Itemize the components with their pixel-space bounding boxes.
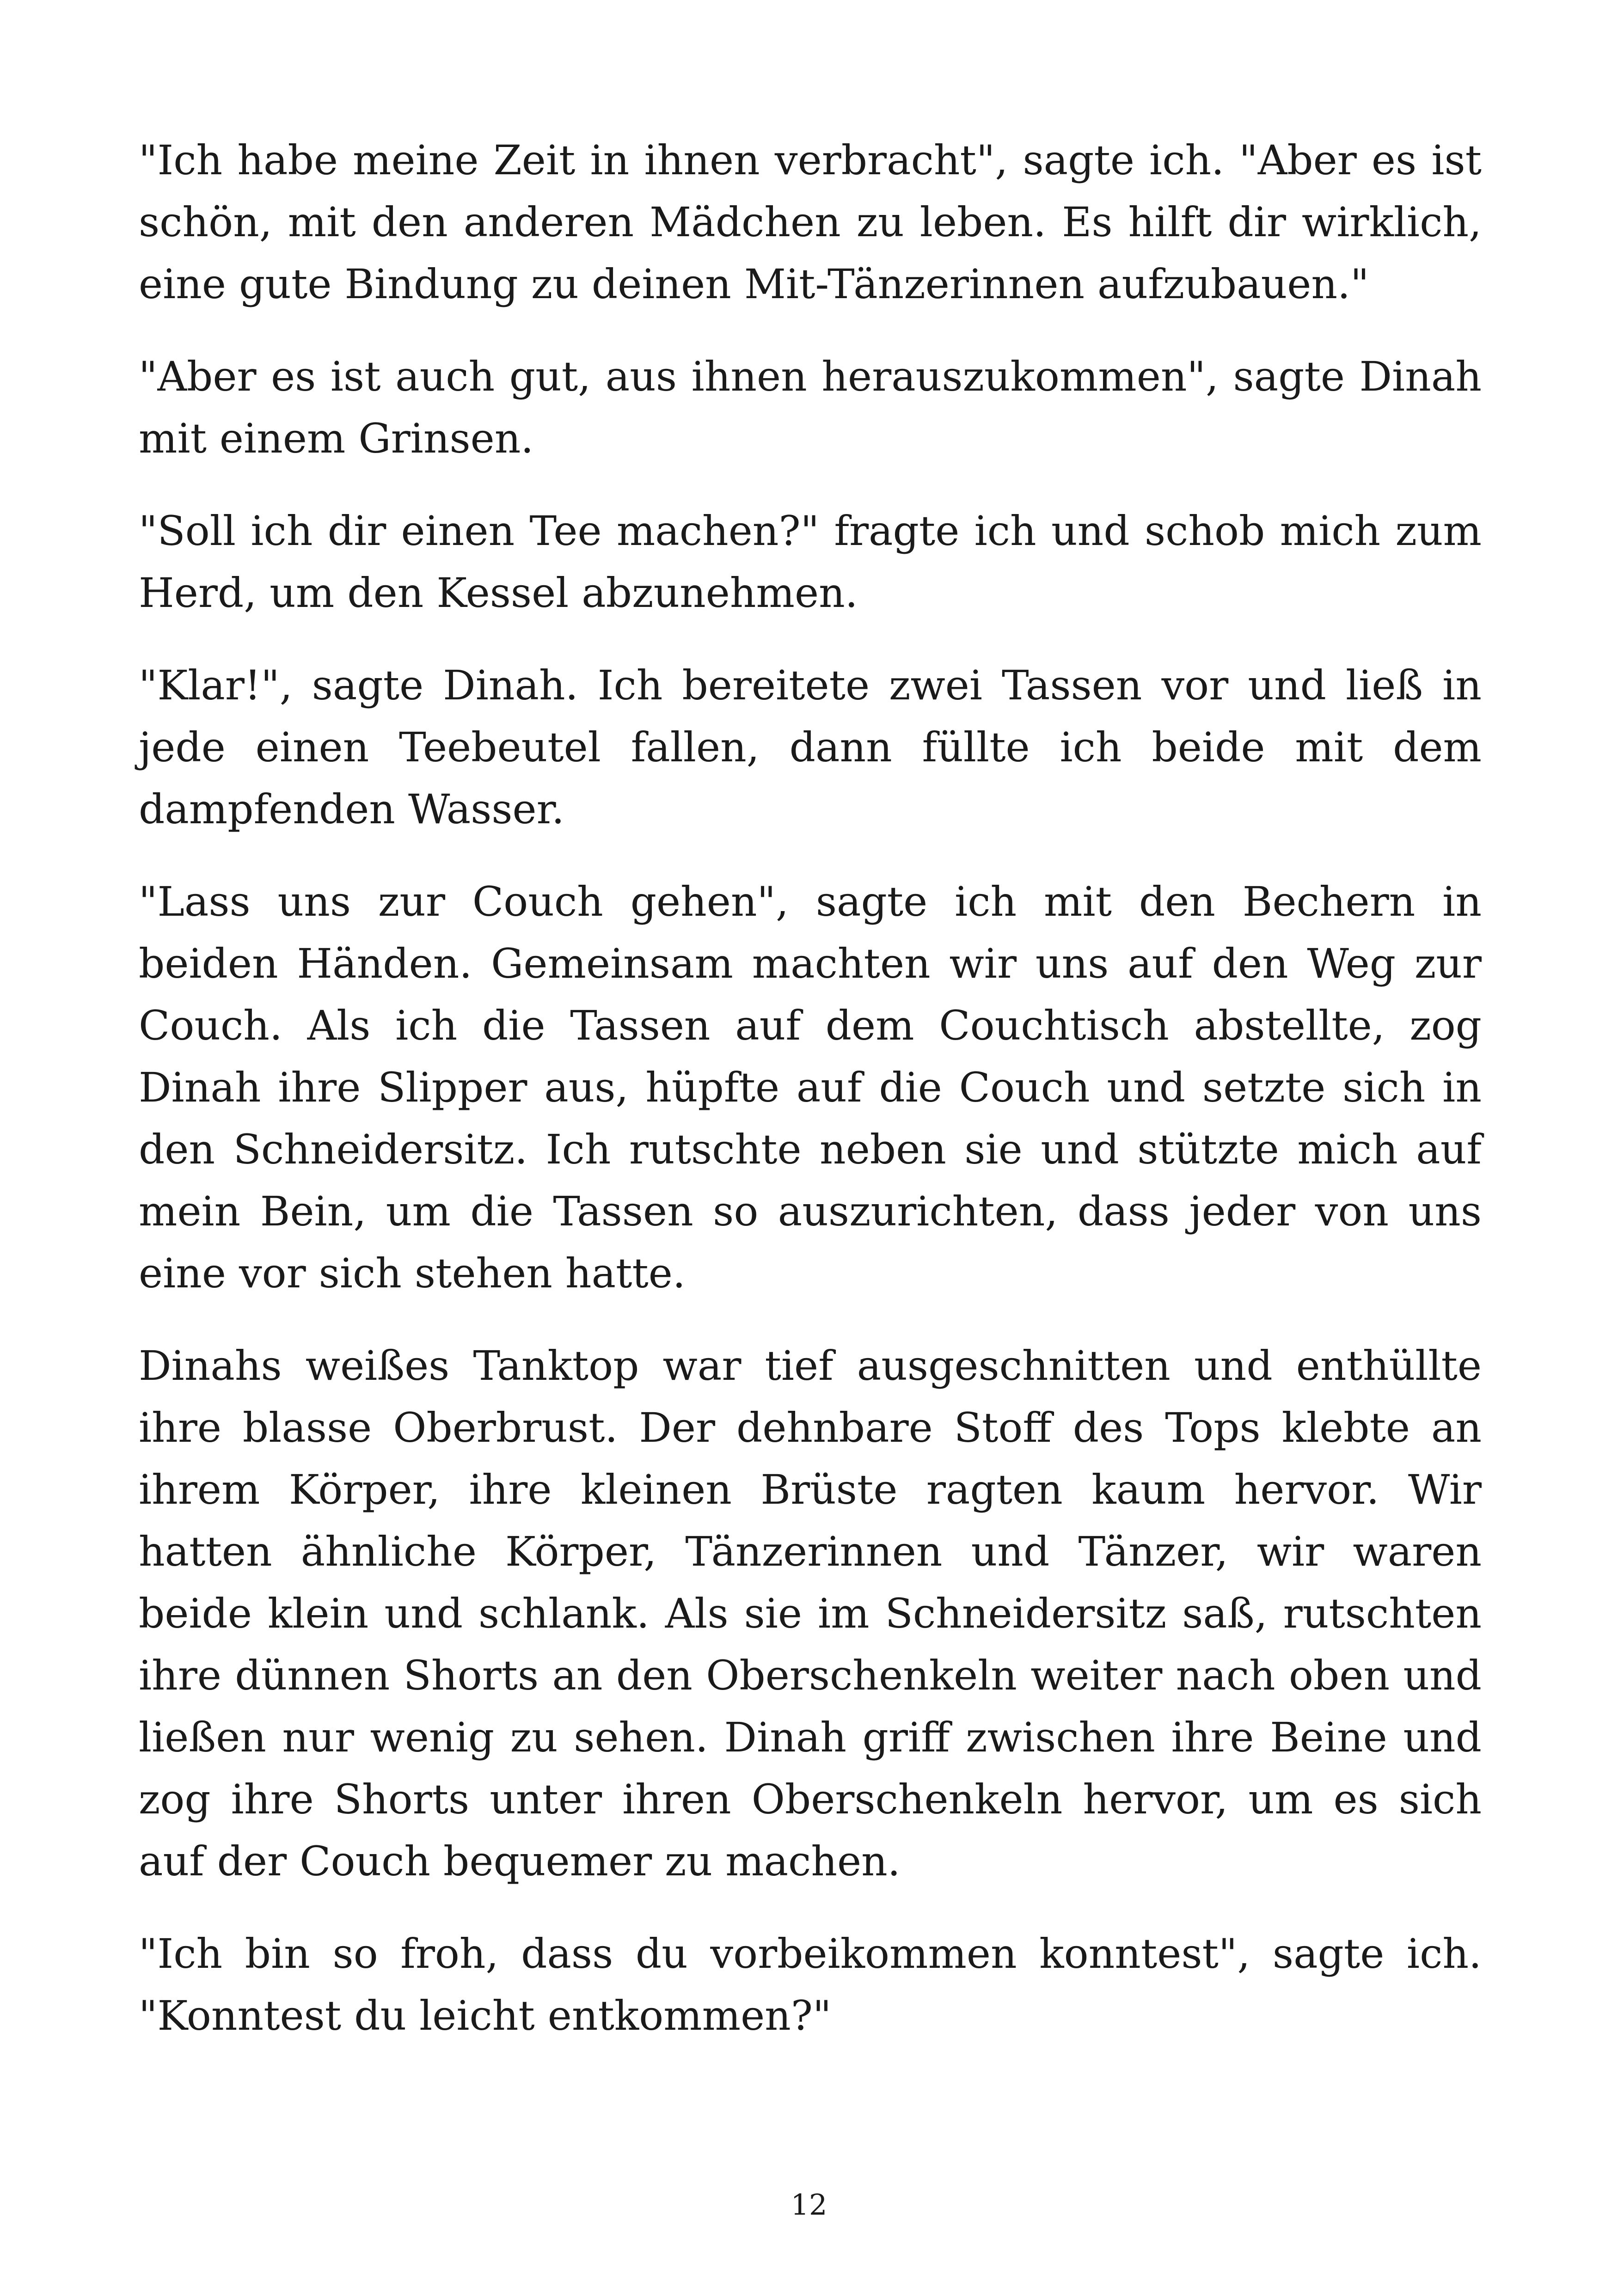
paragraph: "Ich habe meine Zeit in ihnen verbracht", sagte ich. "Aber es ist schön, mit den anderen Mädchen zu leben. Es hilft dir wirklich, eine gute Bindung zu deinen Mit-Tänzerinnen aufzubauen."	[139, 136, 1482, 308]
paragraph: "Ich bin so froh, dass du vorbeikommen konntest", sagte ich. "Konntest du leicht entkommen?"	[139, 1930, 1482, 2039]
paragraph: Dinahs weißes Tanktop war tief ausgeschnitten und enthüllte ihre blasse Oberbrust. Der dehnbare Stoff des Tops klebte an ihrem Körper, ihre kleinen Brüste ragten kaum hervor. Wir hatten ähnliche Körper, Tänzerinnen und Tänzer, wir waren beide klein und schlank. Als sie im Schneidersitz saß, rutschten ihre dünnen Shorts an den Oberschenkeln weiter nach oben und ließen nur wenig zu sehen. Dinah griff zwischen ihre Beine und zog ihre Shorts unter ihren Oberschenkeln hervor, um es sich auf der Couch bequemer zu machen.	[139, 1342, 1482, 1885]
paragraph: "Soll ich dir einen Tee machen?" fragte ich und schob mich zum Herd, um den Kessel abzunehmen.	[139, 507, 1482, 617]
page-number: 12	[791, 2188, 827, 2222]
paragraph: "Klar!", sagte Dinah. Ich bereitete zwei Tassen vor und ließ in jede einen Teebeutel fallen, dann füllte ich beide mit dem dampfenden Wasser.	[139, 661, 1482, 833]
paragraph: "Aber es ist auch gut, aus ihnen herauszukommen", sagte Dinah mit einem Grinsen.	[139, 353, 1482, 462]
paragraph: "Lass uns zur Couch gehen", sagte ich mit den Bechern in beiden Händen. Gemeinsam machten wir uns auf den Weg zur Couch. Als ich die Tassen auf dem Couchtisch abstellte, zog Dinah ihre Slipper aus, hüpfte auf die Couch und setzte sich in den Schneidersitz. Ich rutschte neben sie und stützte mich auf mein Bein, um die Tassen so auszurichten, dass jeder von uns eine vor sich stehen hatte.	[139, 878, 1482, 1297]
body-text	[139, 129, 1482, 2077]
